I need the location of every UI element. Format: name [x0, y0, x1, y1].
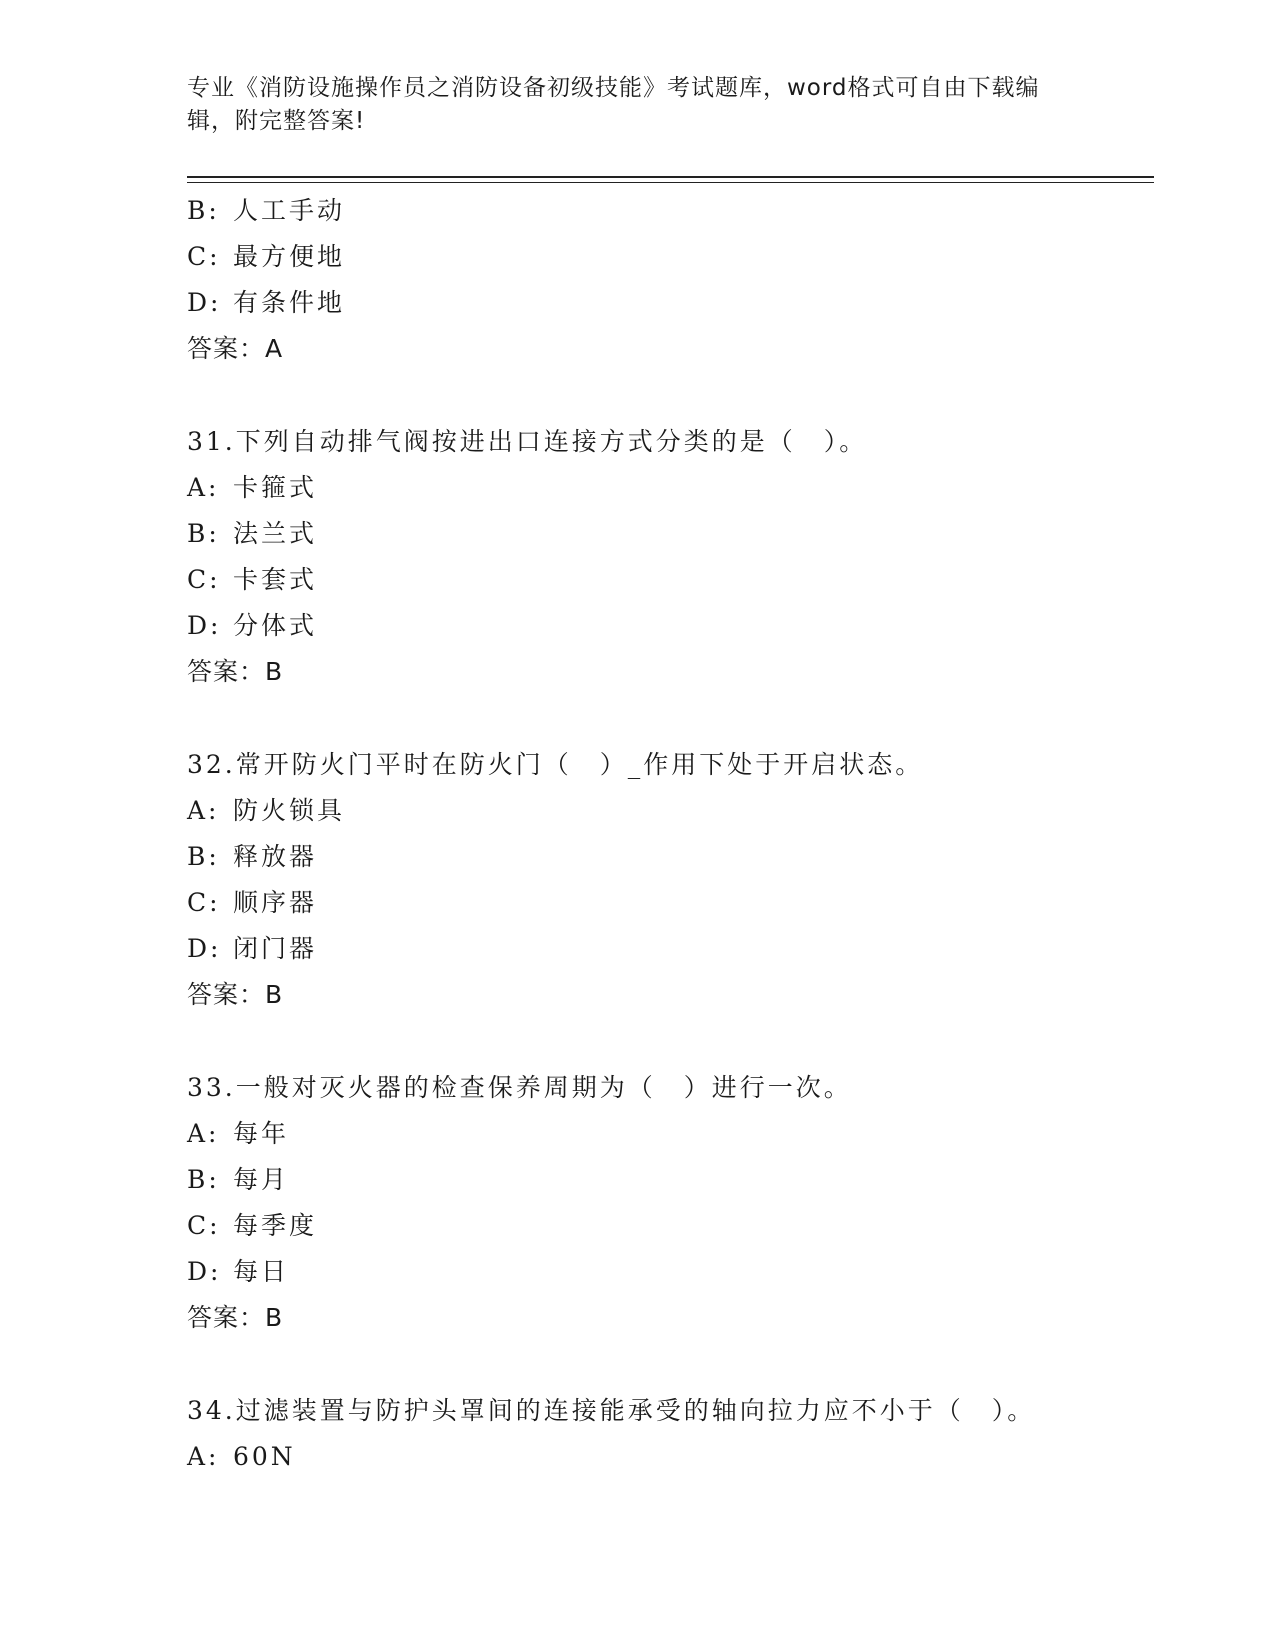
answer: 答案：B — [187, 1303, 284, 1332]
question-stem: 33.一般对灭火器的检查保养周期为（ ）进行一次。 — [187, 1073, 852, 1102]
option-c: C: 卡套式 — [187, 565, 318, 594]
option-c: C: 顺序器 — [187, 888, 318, 917]
question-block-34 — [187, 1388, 1154, 1480]
option-a: A: 每年 — [187, 1119, 290, 1148]
document-header — [187, 72, 1087, 138]
option-b: B: 释放器 — [187, 842, 318, 871]
header-divider-thin — [187, 182, 1154, 183]
option-d: D: 每日 — [187, 1257, 290, 1286]
option-a: A: 卡箍式 — [187, 473, 318, 502]
option-d: D: 闭门器 — [187, 934, 318, 963]
option-b: B: 法兰式 — [187, 519, 318, 548]
header-line-2: 辑，附完整答案! — [187, 108, 366, 134]
question-list — [187, 188, 1154, 1480]
question-block-33 — [187, 1065, 1154, 1341]
option-a: A: 60N — [187, 1442, 296, 1471]
question-block-31 — [187, 419, 1154, 695]
question-block-32 — [187, 742, 1154, 1018]
option-c: C: 最方便地 — [187, 242, 346, 271]
option-b: B: 每月 — [187, 1165, 290, 1194]
header-line-1: 专业《消防设施操作员之消防设备初级技能》考试题库，word格式可自由下载编 — [187, 75, 1040, 101]
option-d: D: 分体式 — [187, 611, 318, 640]
answer: 答案：A — [187, 334, 284, 363]
question-stem: 32.常开防火门平时在防火门（ ）_作用下处于开启状态。 — [187, 750, 924, 779]
answer: 答案：B — [187, 657, 284, 686]
option-d: D: 有条件地 — [187, 288, 346, 317]
option-c: C: 每季度 — [187, 1211, 318, 1240]
header-divider-thick — [187, 176, 1154, 178]
question-stem: 31.下列自动排气阀按进出口连接方式分类的是（ ）。 — [187, 427, 868, 456]
option-b: B: 人工手动 — [187, 196, 346, 225]
answer: 答案：B — [187, 980, 284, 1009]
question-block-continued — [187, 188, 1154, 372]
option-a: A: 防火锁具 — [187, 796, 346, 825]
question-stem: 34.过滤装置与防护头罩间的连接能承受的轴向拉力应不小于（ ）。 — [187, 1396, 1036, 1425]
